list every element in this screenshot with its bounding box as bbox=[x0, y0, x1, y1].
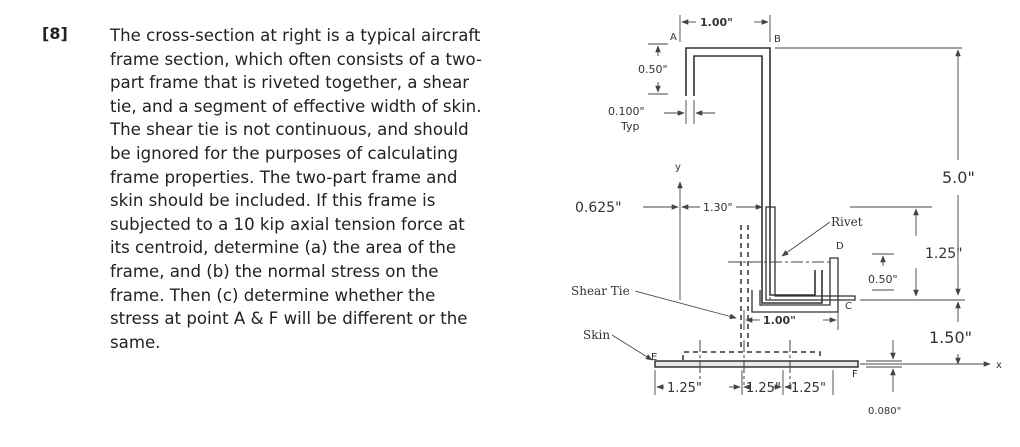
problem-line: be ignored for the purposes of calculating bbox=[110, 143, 458, 163]
dim-thickness-note: Typ bbox=[621, 120, 640, 133]
rivet-label: Rivet bbox=[831, 215, 863, 229]
problem-number: [8] bbox=[42, 24, 68, 43]
point-c-label: C bbox=[845, 301, 852, 312]
problem-line: frame. Then (c) determine whether the bbox=[110, 285, 436, 305]
point-f-label: F bbox=[852, 369, 858, 380]
point-b-label: B bbox=[774, 34, 781, 45]
dim-height: 5.0" bbox=[942, 168, 975, 187]
problem-line: skin should be included. If this frame is bbox=[110, 191, 436, 211]
dim-thickness: 0.100" bbox=[608, 105, 645, 118]
lower-channel-web bbox=[752, 258, 838, 312]
problem-line: subjected to a 10 kip axial tension force at bbox=[110, 214, 465, 234]
problem-line: tie, and a segment of effective width of skin. bbox=[110, 96, 482, 116]
problem-line: frame section, which often consists of a two- bbox=[110, 49, 482, 69]
problem-line: its centroid, determine (a) the area of the bbox=[110, 238, 457, 258]
problem-line: same. bbox=[110, 332, 161, 352]
dim-skin-segment-1: 1.25" bbox=[667, 381, 702, 396]
dim-skin-height: 1.50" bbox=[929, 328, 972, 347]
problem-line: frame, and (b) the normal stress on the bbox=[110, 261, 439, 281]
shear-tie-label: Shear Tie bbox=[571, 284, 630, 298]
problem-line: The cross-section at right is a typical aircraft bbox=[110, 26, 481, 45]
skin-label: Skin bbox=[583, 328, 611, 342]
x-axis-label: x bbox=[996, 360, 1002, 371]
dim-skin-segment-3: 1.25" bbox=[791, 381, 826, 396]
dim-offset: 0.625" bbox=[575, 200, 622, 216]
y-axis-label: y bbox=[675, 162, 681, 173]
dim-bottom-flange-height: 1.25" bbox=[925, 246, 963, 262]
point-e-label: E bbox=[651, 352, 658, 363]
dim-skin-segment-2: 1.25" bbox=[746, 381, 781, 396]
dim-lower-flange: 0.50" bbox=[868, 273, 898, 286]
skin-plate bbox=[655, 361, 858, 367]
dim-skin-thickness: 0.080" bbox=[868, 406, 902, 417]
problem-line: stress at point A & F will be different or the bbox=[110, 309, 468, 329]
dim-bottom-width: 1.00" bbox=[763, 314, 796, 327]
problem-line: part frame that is riveted together, a shear bbox=[110, 73, 470, 93]
problem-line: frame properties. The two-part frame and bbox=[110, 167, 458, 187]
point-d-label: D bbox=[836, 241, 844, 252]
point-a-label: A bbox=[670, 32, 677, 43]
dim-top-width: 1.00" bbox=[700, 16, 733, 29]
upper-z-frame bbox=[686, 48, 815, 295]
dim-top-flange: 0.50" bbox=[638, 63, 668, 76]
dim-web-offset: 1.30" bbox=[703, 201, 733, 214]
problem-line: The shear tie is not continuous, and should bbox=[110, 120, 469, 140]
upper-z-frame-inner bbox=[694, 56, 822, 303]
